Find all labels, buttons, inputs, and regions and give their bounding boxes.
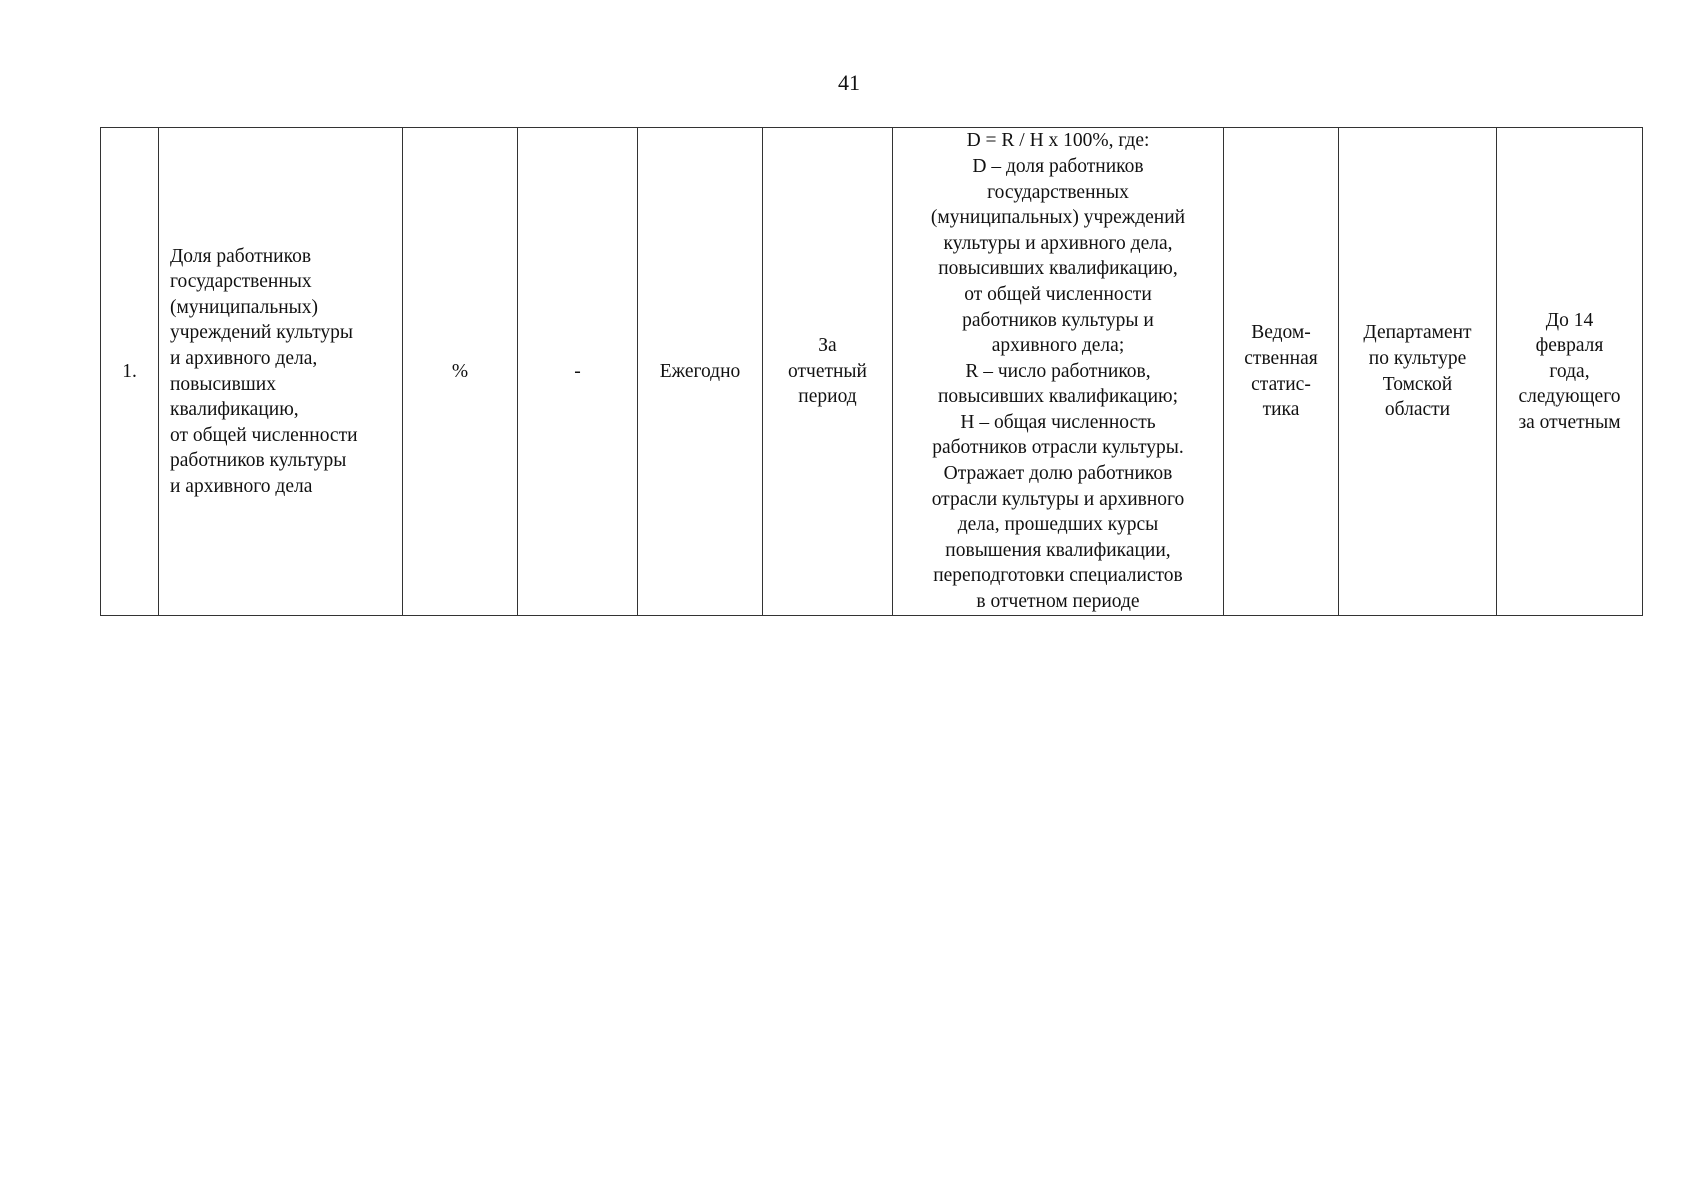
data-source-cell [1224,128,1339,616]
base-value-cell [518,128,638,616]
frequency-cell [638,128,763,616]
source-line: ственная [1244,347,1318,369]
method-line: от общей численности [964,283,1152,305]
responsible-line: Томской [1382,373,1453,395]
method-line: отрасли культуры и архивного [931,488,1185,510]
source-line: Ведом- [1251,322,1311,344]
indicator-line: от общей численности [170,424,358,446]
period-cell [763,128,893,616]
method-line: повысивших квалификацию; [937,386,1179,408]
responsible-body-cell [1339,128,1497,616]
method-line: D – доля работников [972,155,1144,177]
deadline-cell [1497,128,1643,616]
indicator-table [100,127,1643,616]
method-line: работников отрасли культуры. [932,437,1184,459]
page-number: 41 [838,70,860,95]
indicator-line: Доля работников [170,245,312,267]
frequency-value: Ежегодно [659,360,741,382]
method-line: (муниципальных) учреждений [930,207,1186,229]
period-line: отчетный [788,360,867,382]
source-line: тика [1262,399,1300,421]
method-line: в отчетном периоде [976,591,1140,613]
indicator-line: государственных [170,271,312,293]
method-line: R – число работников, [965,360,1151,382]
method-line: D = R / H x 100%, где: [966,130,1150,152]
period-line: За [818,335,837,357]
method-line: H – общая численность [960,411,1156,433]
responsible-line: по культуре [1368,347,1467,369]
base-value: - [574,360,581,382]
deadline-line: за отчетным [1518,411,1621,433]
unit-cell [403,128,518,616]
method-line: дела, прошедших курсы [957,514,1159,536]
method-line: работников культуры и [962,309,1154,331]
indicator-line: квалификацию, [170,399,299,421]
responsible-line: области [1384,399,1451,421]
indicator-name-cell [159,128,403,616]
period-line: период [798,386,857,408]
table-row [101,128,1643,616]
method-line: повышения квалификации, [945,539,1171,561]
indicator-line: и архивного дела [170,475,313,497]
deadline-line: следующего [1518,386,1621,408]
calculation-method-cell [893,128,1224,616]
indicator-line: (муниципальных) [170,296,318,318]
row-number-cell [101,128,159,616]
indicator-line: учреждений культуры [170,322,354,344]
method-line: Отражает долю работников [943,463,1173,485]
indicator-line: и архивного дела, [170,347,318,369]
method-line: государственных [987,181,1129,203]
method-line: архивного дела; [991,335,1125,357]
method-line: культуры и архивного дела, [943,232,1173,254]
source-line: статис- [1251,373,1311,395]
indicator-line: работников культуры [170,450,347,472]
indicator-line: повысивших [170,373,276,395]
deadline-line: февраля [1535,335,1604,357]
deadline-line: До 14 [1545,309,1594,331]
row-number: 1. [122,360,137,382]
responsible-line: Департамент [1363,322,1472,344]
deadline-line: года, [1549,360,1590,382]
method-line: переподготовки специалистов [933,565,1183,587]
method-line: повысивших квалификацию, [938,258,1178,280]
unit-value: % [451,360,469,382]
